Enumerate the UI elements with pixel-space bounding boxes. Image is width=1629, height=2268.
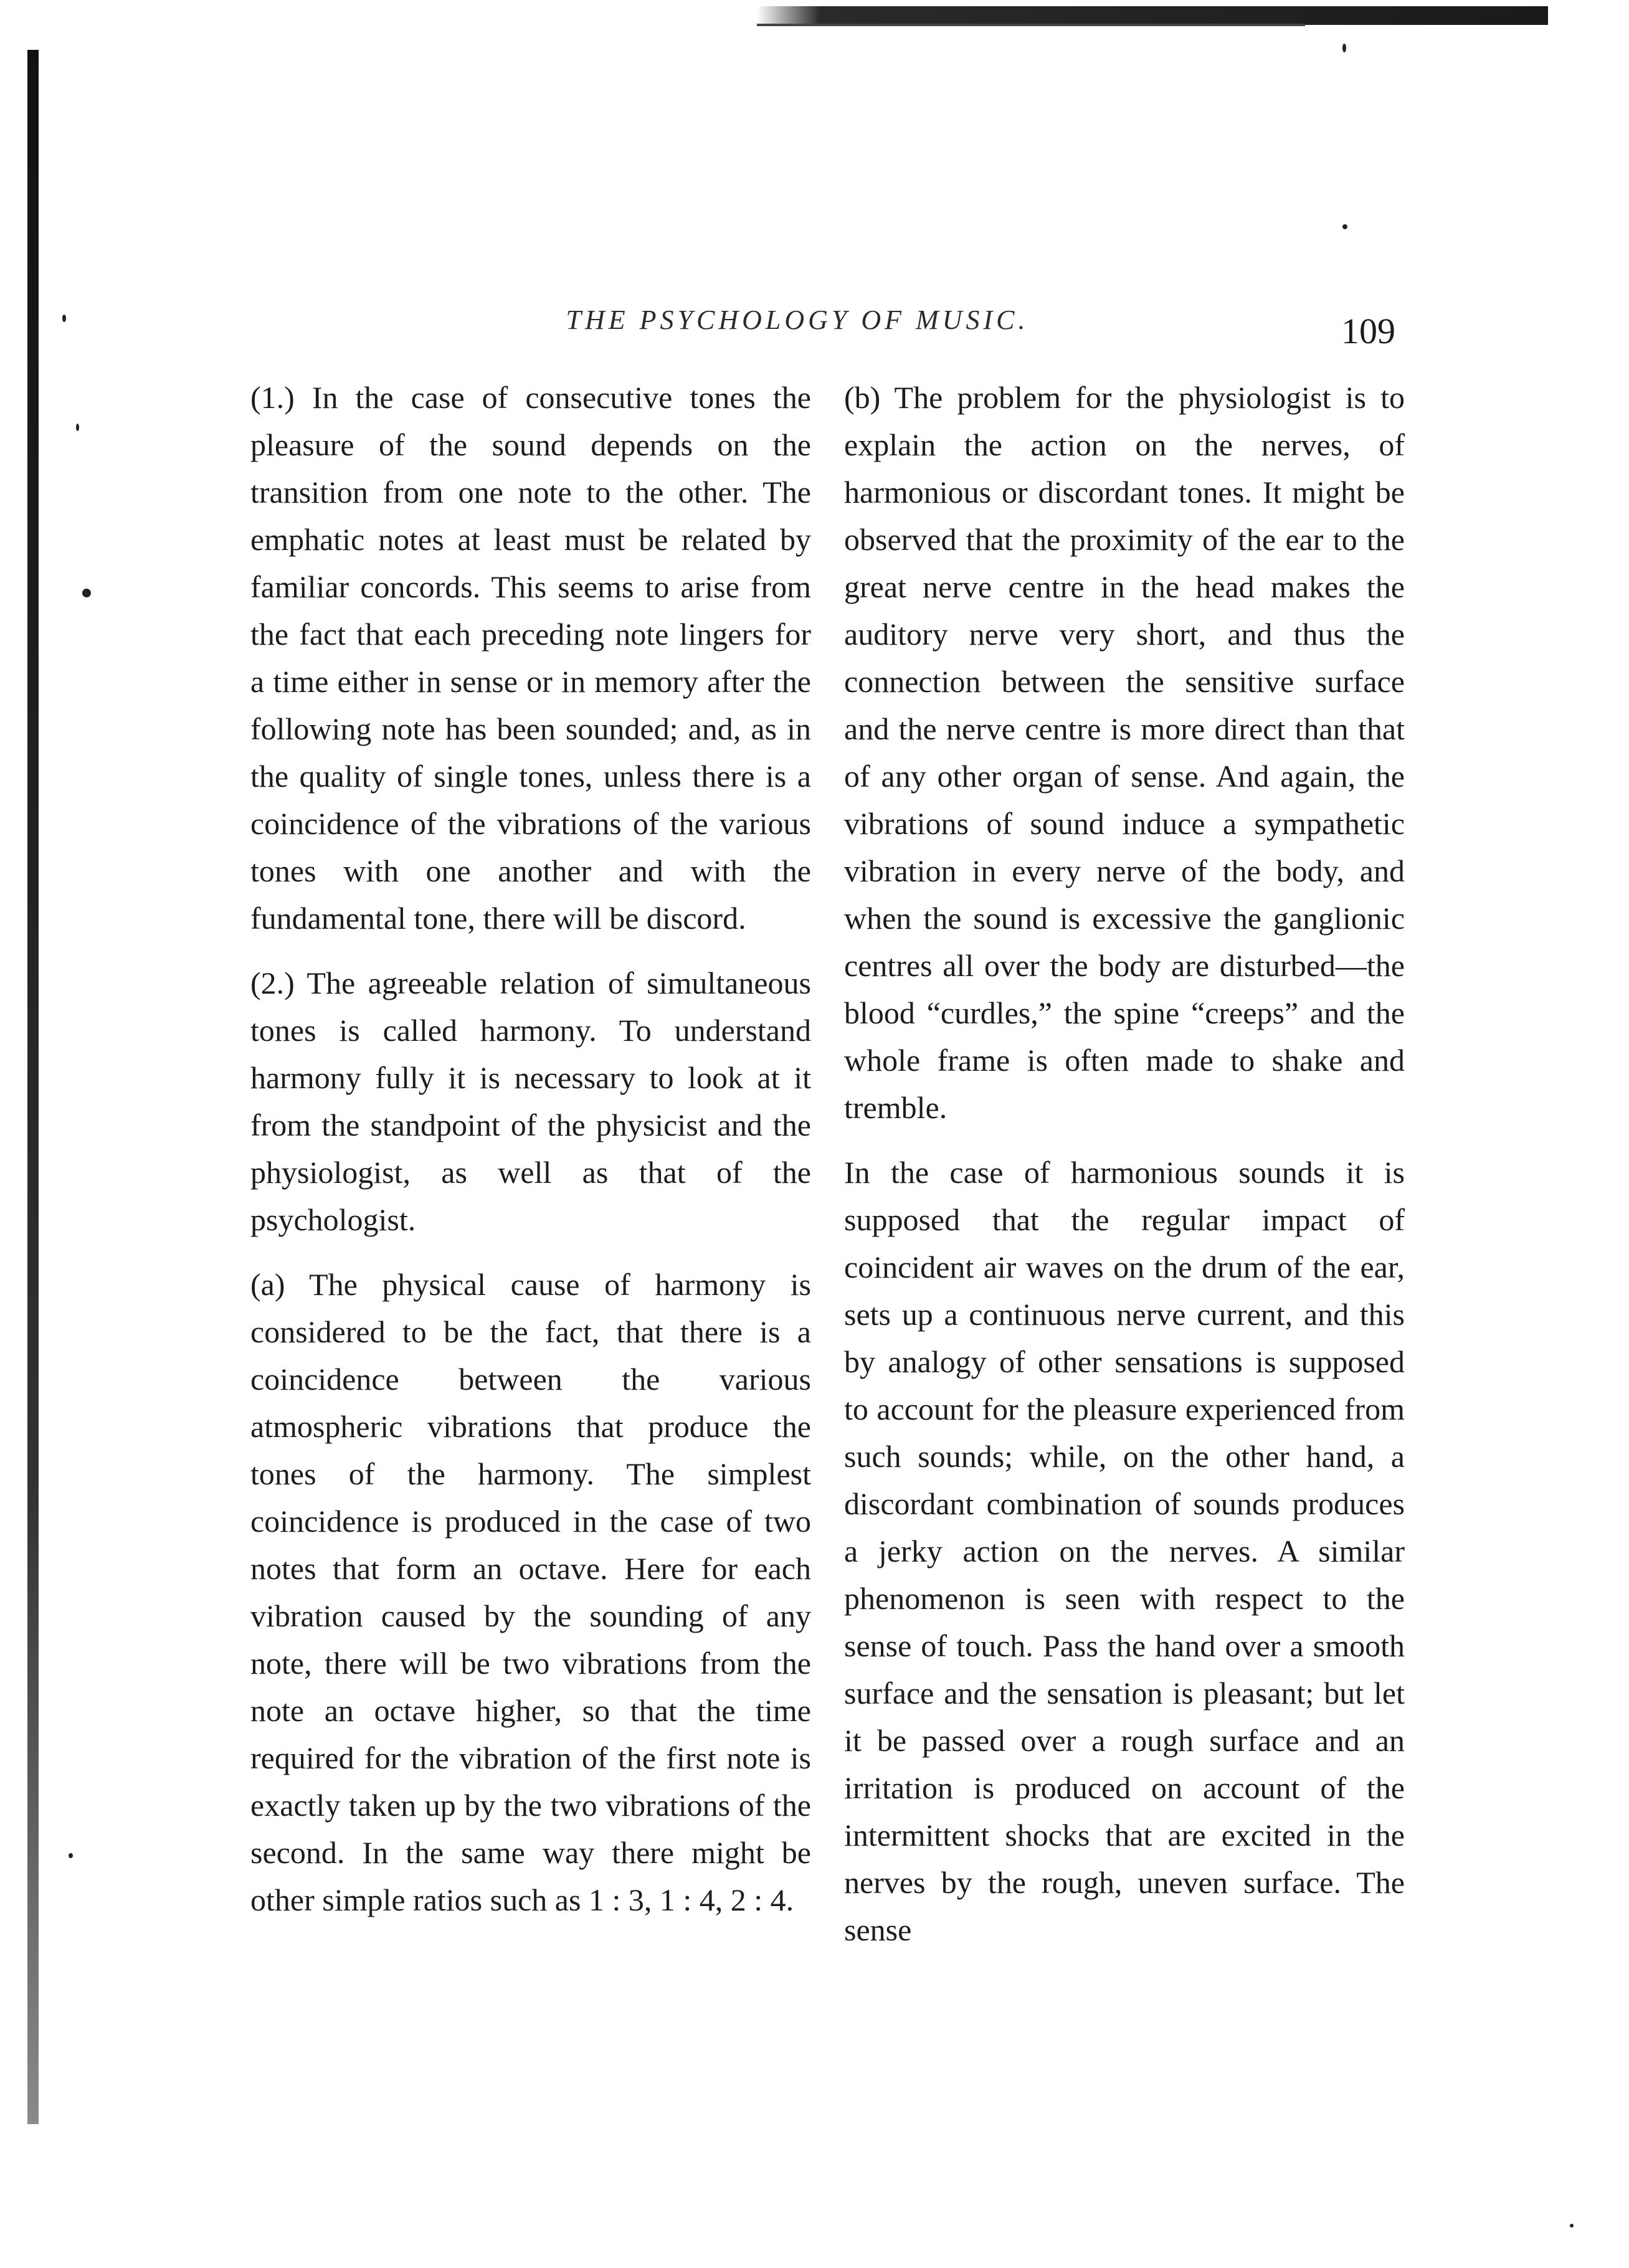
page-number: 109 [1341, 311, 1395, 351]
scan-speck [1342, 44, 1346, 52]
scan-speck [1570, 2224, 1574, 2228]
scan-speck [69, 1853, 73, 1858]
right-column [844, 374, 1405, 1953]
scan-top-rule-thin [757, 24, 1305, 26]
paragraph-harmonious-sounds: In the case of harmonious sounds it is supposed that the regular impact of coincident air waves on the drum of the ear, sets up a continuous nerve current, and this by analogy of other sensations is supposed to account for the pleasure experienced from such sounds; while, on the other hand, a discordant combination of sounds produces a jerky action on the nerves. A similar phenomenon is seen with respect to the sense of touch. Pass the hand over a smooth surface and the sensation is pleasant; but let it be passed over a rough surface and an irritation is produced on account of the intermittent shocks that are excited in the nerves by the rough, uneven surface. The sense [844, 1155, 1405, 1947]
scan-speck [62, 315, 66, 322]
paragraph-simultaneous-tones: (2.) The agreeable relation of simultaneous tones is called harmony. To understand harmony fully it is necessary to look at it from the standpoint of the physicist and the physiologist, as well as that of the psychologist. [250, 966, 811, 1237]
scan-top-rule [757, 6, 1548, 25]
paragraph-consecutive-tones: (1.) In the case of consecutive tones the pleasure of the sound depends on the transition from one note to the other. The emphatic notes at least must be related by familiar concords. This seems to arise from the fact that each preceding note lingers for a time either in sense or in memory after the following note has been sounded; and, as in the quality of single tones, unless there is a coincidence of the vibrations of the various tones with one another and with the fundamental tone, there will be discord. [250, 380, 811, 936]
scan-speck [76, 424, 79, 431]
scan-binding-edge [27, 50, 39, 2124]
scan-speck [1342, 224, 1347, 229]
running-title: THE PSYCHOLOGY OF MUSIC. [566, 305, 1029, 335]
left-column [250, 374, 811, 1924]
paragraph-physical-cause: (a) The physical cause of harmony is considered to be the fact, that there is a coincidence between the various atmospheric vibrations that produce the tones of the harmony. The simplest coincidence is produced in the case of two notes that form an octave. Here for each vibration caused by the sounding of any note, there will be two vibrations from the note an octave higher, so that the time required for the vibration of the first note is exactly taken up by the two vibrations of the second. In the same way there might be other simple ratios such as 1 : 3, 1 : 4, 2 : 4. [250, 1267, 811, 1917]
running-head [249, 304, 1495, 354]
scan-speck [82, 589, 91, 597]
paragraph-physiologist: (b) The problem for the physiologist is to explain the action on the nerves, of harmonious or discordant tones. It might be observed that the proximity of the ear to the great nerve centre in the head makes the auditory nerve very short, and thus the connection between the sensitive surface and the nerve centre is more direct than that of any other organ of sense. And again, the vibrations of sound induce a sympathetic vibration in every nerve of the body, and when the sound is excessive the ganglionic centres all over the body are disturbed—the blood “curdles,” the spine “creeps” and the whole frame is often made to shake and tremble. [844, 380, 1405, 1125]
